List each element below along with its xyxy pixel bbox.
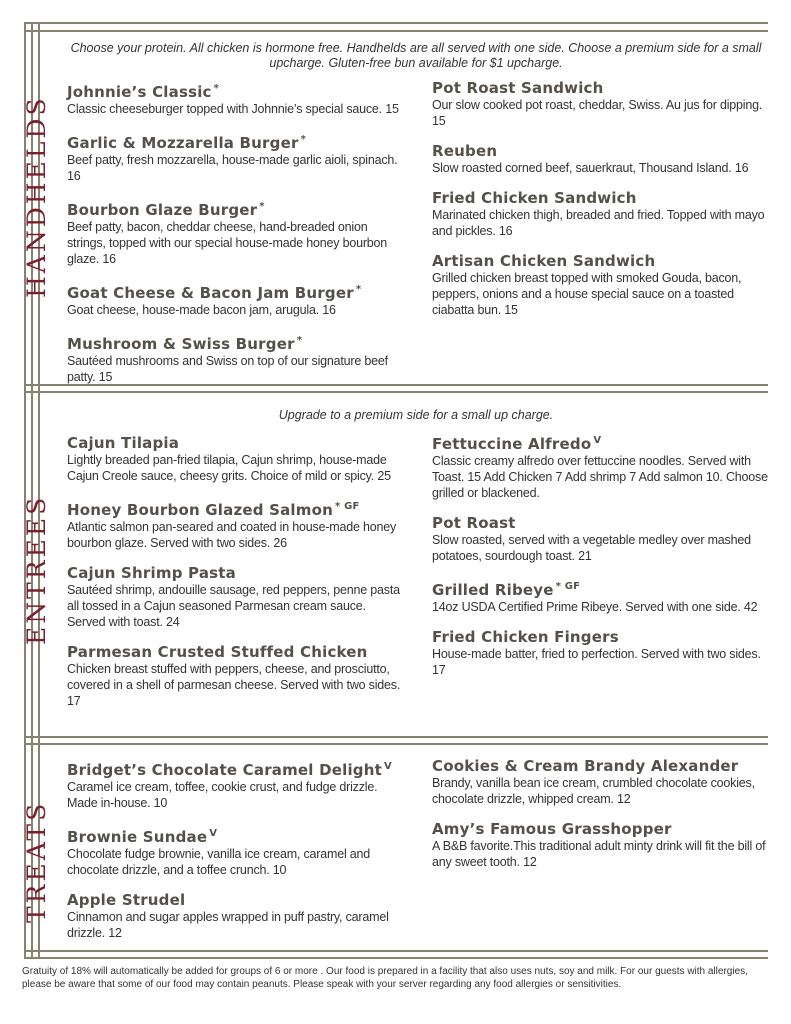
menu-item-title: Amy’s Famous Grasshopper: [432, 820, 672, 838]
menu-item-title: Parmesan Crusted Stuffed Chicken: [67, 643, 368, 661]
menu-item-dietary-mark: * GF: [335, 501, 360, 512]
menu-item-description: Slow roasted, served with a vegetable medley over mashed potatoes, sourdough toast. 21: [432, 533, 751, 563]
menu-item-title: Goat Cheese & Bacon Jam Burger: [67, 284, 354, 302]
menu-item-name: [67, 758, 407, 779]
frame-top-rule-2: [24, 30, 768, 32]
menu-item-title: Honey Bourbon Glazed Salmon: [67, 501, 333, 519]
frame-bottom-rule-2: [24, 957, 768, 959]
menu-item-title: Garlic & Mozzarella Burger: [67, 134, 299, 152]
menu-item-name: [67, 131, 407, 152]
menu-item: [67, 131, 407, 184]
menu-item: [432, 190, 768, 239]
menu-item-description: A B&B favorite.This traditional adult minty drink will fit the bill of any sweet tooth. 12: [432, 839, 766, 869]
menu-item-description: Beef patty, fresh mozzarella, house-made garlic aioli, spinach. 16: [67, 153, 398, 183]
menu-item-title: Cajun Shrimp Pasta: [67, 564, 236, 582]
menu-item-dietary-mark: *: [300, 134, 306, 145]
menu-item-dietary-mark: *: [355, 284, 362, 295]
menu-item-description: Sautéed mushrooms and Swiss on top of our signature beef patty. 15: [67, 354, 388, 384]
handhelds-intro: Choose your protein. All chicken is hormone free. Handhelds are all served with one side. Choose a premium side for a small upcharge. Gluten-free bun available for $1 upcharge.: [70, 41, 762, 70]
menu-item-name: [67, 80, 407, 101]
menu-item-name: [67, 644, 407, 661]
menu-item: [67, 644, 407, 709]
menu-item: [67, 281, 407, 318]
menu-item-title: Johnnie’s Classic: [67, 83, 212, 101]
menu-item-name: [67, 198, 407, 219]
menu-item-name: [432, 758, 768, 775]
menu-item-title: Mushroom & Swiss Burger: [67, 335, 295, 353]
menu-item-title: Artisan Chicken Sandwich: [432, 252, 656, 270]
menu-item-name: [67, 332, 407, 353]
menu-item-title: Fried Chicken Fingers: [432, 628, 619, 646]
menu-item-description: House-made batter, fried to perfection. Served with two sides. 17: [432, 647, 761, 677]
menu-item-description: Our slow cooked pot roast, cheddar, Swiss. Au jus for dipping. 15: [432, 98, 763, 128]
menu-item-name: [432, 190, 768, 207]
menu-item-description: Caramel ice cream, toffee, cookie crust, and fudge drizzle. Made in-house. 10: [67, 780, 378, 810]
menu-item-description: Grilled chicken breast topped with smoked Gouda, bacon, peppers, onions and a house special sauce on a toasted ciabatta bun. 15: [432, 271, 742, 317]
menu-item-description: Classic cheeseburger topped with Johnnie’s special sauce. 15: [67, 102, 399, 116]
menu-item-name: [67, 825, 407, 846]
treats-left-column: [67, 758, 407, 955]
menu-item-description: Atlantic salmon pan-seared and coated in house-made honey bourbon glaze. Served with two sides. 26: [67, 520, 397, 550]
menu-item: [67, 825, 407, 878]
menu-item-title: Brownie Sundae: [67, 828, 208, 846]
handhelds-left-column: [67, 80, 407, 399]
menu-item-name: [432, 821, 768, 838]
menu-item-name: [67, 892, 407, 909]
menu-item-name: [432, 80, 768, 97]
entrees-right-column: [432, 432, 768, 692]
treats-right-column: [432, 758, 768, 884]
menu-item-name: [67, 498, 407, 519]
menu-item-title: Cookies & Cream Brandy Alexander: [432, 757, 739, 775]
menu-item: [67, 758, 407, 811]
menu-item-description: Beef patty, bacon, cheddar cheese, hand-breaded onion strings, topped with our special house-made honey bourbon glaze. 16: [67, 220, 388, 266]
menu-item-description: Lightly breaded pan-fried tilapia, Cajun shrimp, house-made Cajun Creole sauce, cheesy grits. Choice of mild or spicy. 25: [67, 453, 391, 483]
frame-top-rule: [24, 22, 768, 24]
menu-item-name: [67, 565, 407, 582]
menu-item-title: Fettuccine Alfredo: [432, 435, 592, 453]
menu-item-description: Brandy, vanilla bean ice cream, crumbled chocolate cookies, chocolate drizzle, whipped cream. 12: [432, 776, 755, 806]
menu-item: [67, 565, 407, 630]
menu-item: [67, 198, 407, 267]
menu-item-title: Pot Roast Sandwich: [432, 79, 604, 97]
menu-item-description: Classic creamy alfredo over fettuccine noodles. Served with Toast. 15 Add Chicken 7 Add shrimp 7 Add salmon 10. Choose grilled or blackened.: [432, 454, 768, 500]
menu-item-name: [432, 253, 768, 270]
menu-item-dietary-mark: *: [259, 201, 265, 212]
menu-item-title: Bourbon Glaze Burger: [67, 201, 258, 219]
menu-item: [67, 435, 407, 484]
menu-item: [432, 432, 768, 501]
divider-entrees-treats: [24, 736, 768, 738]
menu-item-description: 14oz USDA Certified Prime Ribeye. Served with one side. 42: [432, 600, 758, 614]
menu-item-dietary-mark: V: [593, 435, 602, 446]
menu-item: [432, 821, 768, 870]
menu-item-name: [432, 143, 768, 160]
menu-item-name: [432, 629, 768, 646]
handhelds-right-column: [432, 80, 768, 332]
entrees-intro: Upgrade to a premium side for a small up charge.: [278, 408, 554, 422]
menu-item-title: Pot Roast: [432, 514, 516, 532]
menu-item-description: Slow roasted corned beef, sauerkraut, Thousand Island. 16: [432, 161, 749, 175]
menu-item-dietary-mark: *: [296, 335, 303, 346]
menu-item-name: [432, 432, 768, 453]
menu-item: [67, 892, 407, 941]
menu-item: [67, 498, 407, 551]
menu-item-title: Grilled Ribeye: [432, 581, 554, 599]
menu-item-dietary-mark: * GF: [555, 581, 581, 592]
menu-item-dietary-mark: V: [209, 828, 218, 839]
menu-item-description: Sautéed shrimp, andouille sausage, red peppers, penne pasta all tossed in a Cajun seasoned Parmesan cream sauce. Served with toast. 24: [67, 583, 400, 629]
menu-item: [432, 578, 768, 615]
entrees-left-column: [67, 435, 407, 723]
menu-item-dietary-mark: *: [213, 83, 220, 94]
menu-item-title: Reuben: [432, 142, 498, 160]
menu-item-dietary-mark: V: [383, 761, 392, 772]
menu-item-name: [67, 435, 407, 452]
section-title-treats: TREATS: [22, 800, 51, 924]
menu-item: [432, 629, 768, 678]
menu-item-description: Goat cheese, house-made bacon jam, arugula. 16: [67, 303, 336, 317]
menu-item-name: [67, 281, 407, 302]
menu-item: [67, 80, 407, 117]
menu-item-description: Marinated chicken thigh, breaded and fried. Topped with mayo and pickles. 16: [432, 208, 765, 238]
menu-item-name: [432, 515, 768, 532]
menu-item: [432, 515, 768, 564]
menu-item: [432, 758, 768, 807]
footer-note: Gratuity of 18% will automatically be added for groups of 6 or more . Our food is prepared in a facility that also uses nuts, soy and milk. For our guests with allergies, please be aware that some of our food may contain peanuts. Please speak with your server regarding any food allergies or sensitivities.: [22, 966, 748, 990]
section-title-entrees: ENTREES: [22, 494, 51, 646]
menu-item-name: [432, 578, 768, 599]
menu-item-description: Chocolate fudge brownie, vanilla ice cream, caramel and chocolate drizzle, and a toffee crunch. 10: [67, 847, 371, 877]
menu-item-title: Cajun Tilapia: [67, 434, 180, 452]
divider-entrees-treats-2: [24, 743, 768, 745]
menu-item-title: Bridget’s Chocolate Caramel Delight: [67, 761, 382, 779]
menu-item: [432, 80, 768, 129]
menu-item-description: Cinnamon and sugar apples wrapped in puff pastry, caramel drizzle. 12: [67, 910, 389, 940]
menu-item-description: Chicken breast stuffed with peppers, cheese, and prosciutto, covered in a shell of parmesan cheese. Served with two sides. 17: [67, 662, 401, 708]
menu-item-title: Apple Strudel: [67, 891, 186, 909]
section-title-handhelds: HANDHELDS: [22, 95, 51, 298]
menu-item: [432, 143, 768, 176]
menu-item: [67, 332, 407, 385]
menu-item-title: Fried Chicken Sandwich: [432, 189, 637, 207]
menu-item: [432, 253, 768, 318]
